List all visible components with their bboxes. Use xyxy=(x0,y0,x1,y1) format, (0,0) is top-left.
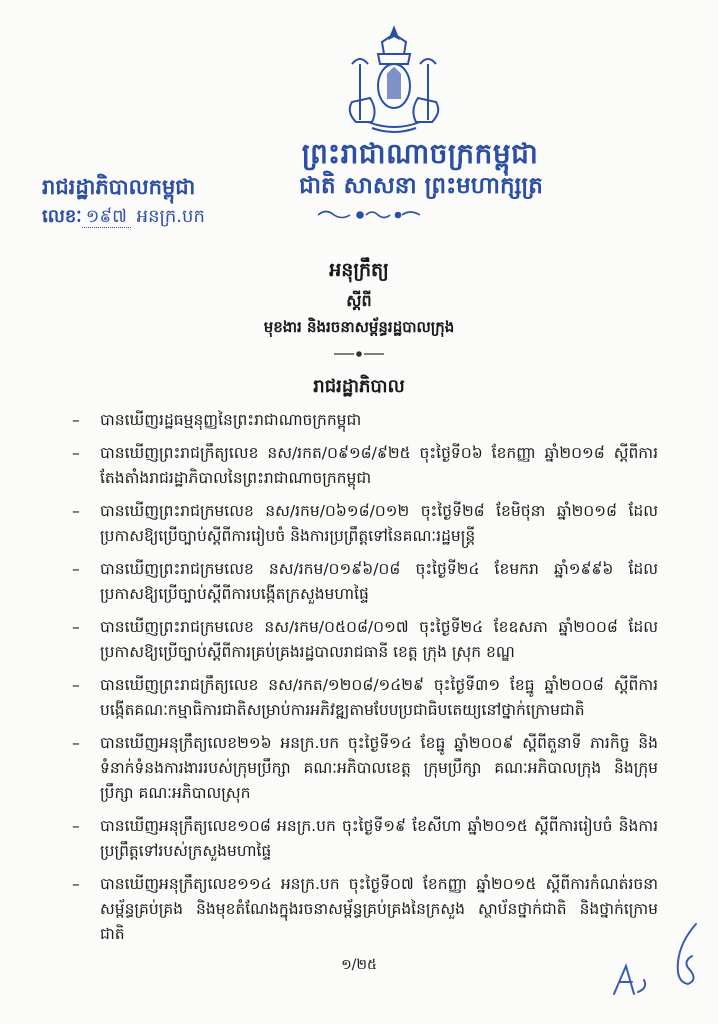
motto-ornament-icon xyxy=(314,206,424,222)
national-motto: ជាតិ សាសនា ព្រះមហាក្សត្រ xyxy=(299,173,543,199)
list-item: – បានឃើញព្រះរាជក្រមលេខ នស/រកម/០១៩៦/០៨ ចុះថ្ងៃទី២៤ ខែមករា ឆ្នាំ១៩៩៦ ដែលប្រកាសឱ្យប្រើច្បាប់ស្តីពីការបង្កើតក្រសួងមហាផ្ទៃ xyxy=(72,557,658,607)
list-item: – បានឃើញរដ្ឋធម្មនុញ្ញនៃព្រះរាជាណាចក្រកម្ពុជា xyxy=(72,408,658,433)
title-divider xyxy=(332,350,386,358)
reference-value: ១៩៧ xyxy=(82,206,131,228)
list-item: – បានឃើញព្រះរាជក្រមលេខ នស/រកម/០៦១៨/០១២ ចុះថ្ងៃទី២៨ ខែមិថុនា ឆ្នាំ២០១៨ ដែលប្រកាសឱ្យប្រើច្បាប់ស្តីពីការរៀបចំ និងការប្រព្រឹត្តទៅនៃគណៈរដ្ឋមន្ត្រី xyxy=(72,499,658,549)
kingdom-title: ព្រះរាជាណាចក្រកម្ពុជា xyxy=(301,137,539,170)
document-subject: មុខងារ និងរចនាសម្ព័ន្ធរដ្ឋបាលក្រុង xyxy=(263,318,455,336)
handwritten-initials-icon xyxy=(608,922,704,1002)
reference-number xyxy=(42,204,205,231)
list-item: – បានឃើញព្រះរាជក្រឹត្យលេខ នស/រកត/១២០៨/១៤២៩ ចុះថ្ងៃទី៣១ ខែធ្នូ ឆ្នាំ២០០៨ ស្តីពីការបង្កើតគណៈកម្មាធិការជាតិសម្រាប់ការអភិវឌ្ឍតាមបែបប្រជាធិបតេយ្យនៅថ្នាក់ក្រោមជាតិ xyxy=(72,673,658,723)
reference-label: លេខៈ xyxy=(42,206,82,227)
page-number: ១/២៥ xyxy=(341,957,377,973)
issuing-authority: រាជរដ្ឋាភិបាលកម្ពុជា xyxy=(42,175,196,199)
document-type: អនុក្រឹត្យ xyxy=(329,259,389,281)
reference-suffix: អនក្រ.បក xyxy=(136,206,205,227)
list-item: – បានឃើញអនុក្រឹត្យលេខ១១៤ អនក្រ.បក ចុះថ្ងៃទី០៧ ខែកញ្ញា ឆ្នាំ២០១៥ ស្តីពីការកំណត់រចនាសម្ព័ន្ធគ្រប់គ្រង និងមុខតំណែងក្នុងរចនាសម្ព័ន្ធគ្រប់គ្រងនៃក្រសួង ស្ថាប័នថ្នាក់ជាតិ និងថ្នាក់ក្រោមជាតិ xyxy=(72,872,658,947)
section-heading: រាជរដ្ឋាភិបាល xyxy=(313,376,405,397)
royal-coat-of-arms-icon xyxy=(338,24,450,136)
list-item: – បានឃើញព្រះរាជក្រឹត្យលេខ នស/រកត/០៩១៨/៩២៥ ចុះថ្ងៃទី០៦ ខែកញ្ញា ឆ្នាំ២០១៨ ស្តីពីការតែងតាំងរាជរដ្ឋាភិបាលនៃព្រះរាជាណាចក្រកម្ពុជា xyxy=(72,441,658,491)
list-item: – បានឃើញព្រះរាជក្រមលេខ នស/រកម/០៥០៨/០១៧ ចុះថ្ងៃទី២៤ ខែឧសភា ឆ្នាំ២០០៨ ដែលប្រកាសឱ្យប្រើច្បាប់ស្តីពីការគ្រប់គ្រងរដ្ឋបាលរាជធានី ខេត្ត ក្រុង ស្រុក ខណ្ឌ xyxy=(72,615,658,665)
considerations-list xyxy=(72,408,658,955)
list-item: – បានឃើញអនុក្រឹត្យលេខ១០៨ អនក្រ.បក ចុះថ្ងៃទី១៩ ខែសីហា ឆ្នាំ២០១៥ ស្តីពីការរៀបចំ និងការប្រព្រឹត្តទៅរបស់ក្រសួងមហាផ្ទៃ xyxy=(72,814,658,864)
list-item: – បានឃើញអនុក្រឹត្យលេខ២១៦ អនក្រ.បក ចុះថ្ងៃទី១៤ ខែធ្នូ ឆ្នាំ២០០៩ ស្តីពីតួនាទី ភារកិច្ច និងទំនាក់ទំនងការងាររបស់ក្រុមប្រឹក្សា គណៈអភិបាលខេត្ត ក្រុមប្រឹក្សា គណៈអភិបាលក្រុង និងក្រុមប្រឹក្សា គណៈអភិបាលស្រុក xyxy=(72,731,658,806)
document-about-label: ស្តីពី xyxy=(346,291,372,310)
